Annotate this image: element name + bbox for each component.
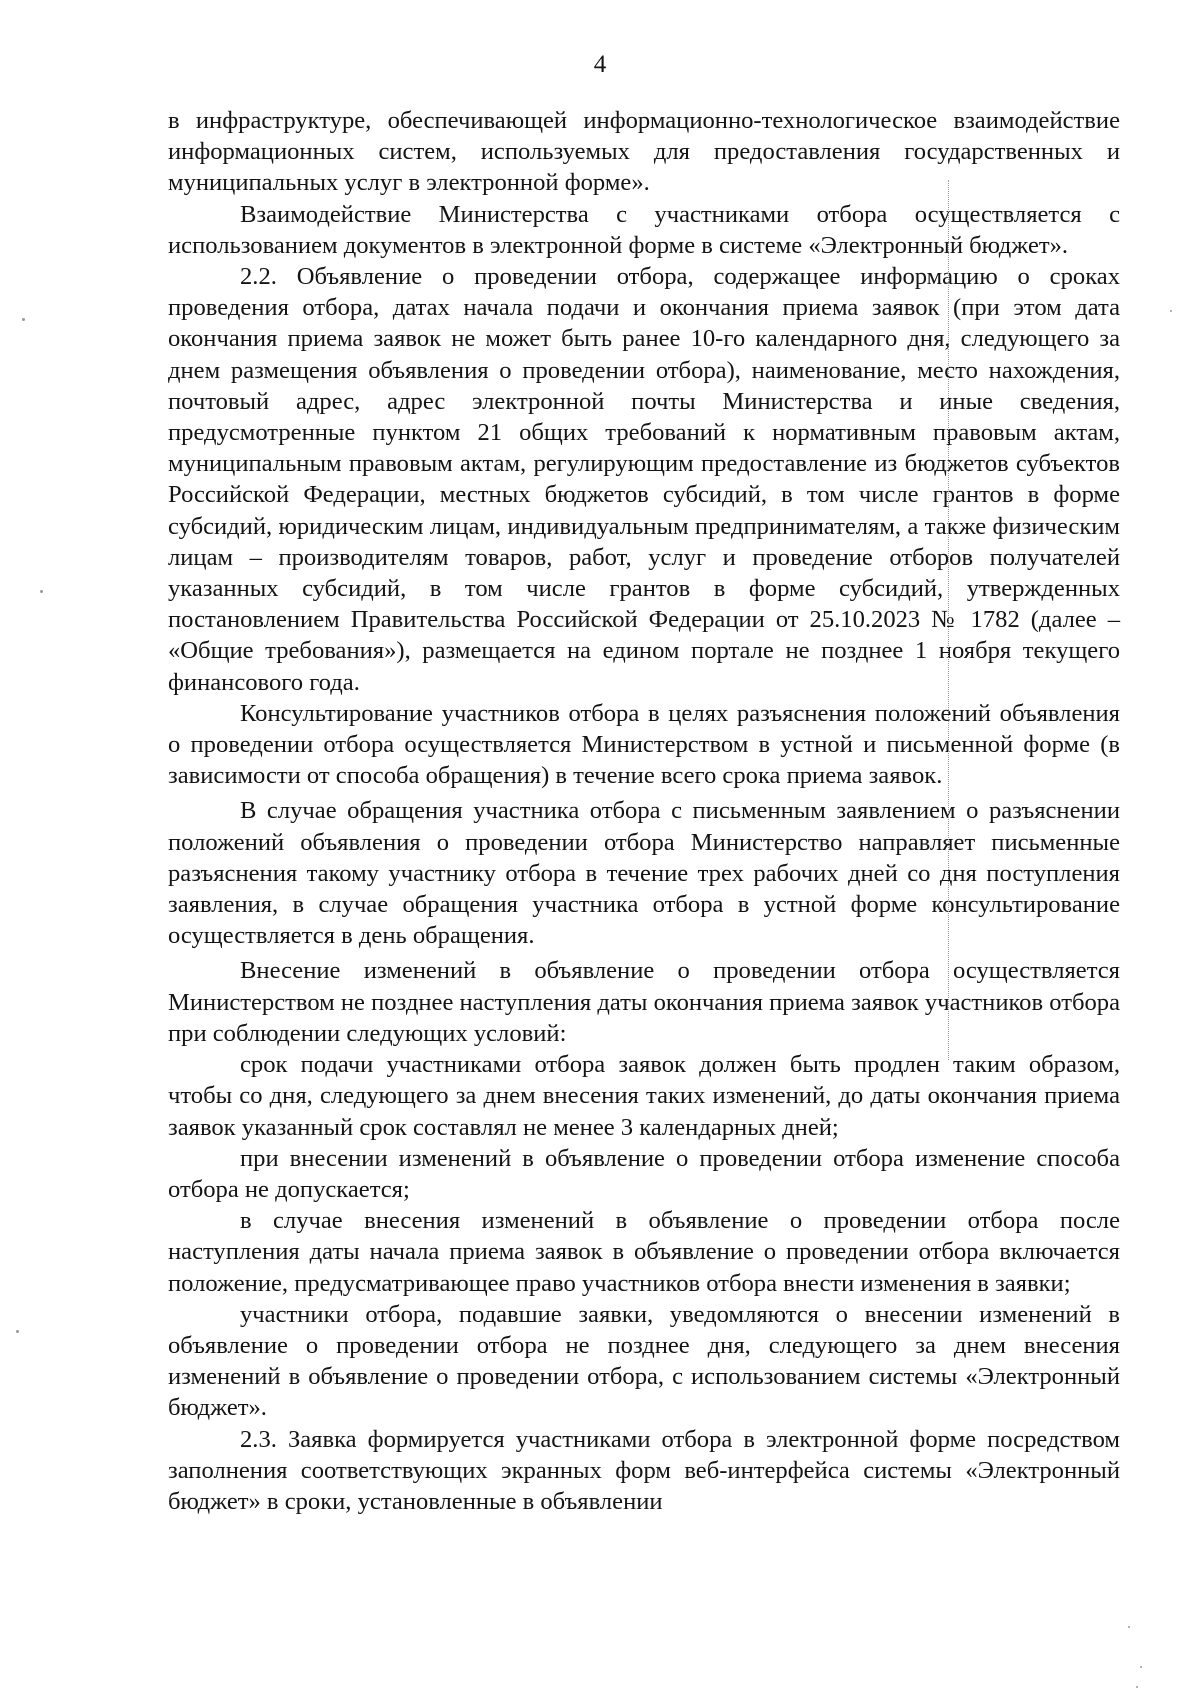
scan-artifact-line bbox=[948, 180, 949, 1060]
page-number: 4 bbox=[593, 51, 607, 78]
paragraph-2-2-announcement: 2.2. Объявление о проведении отбора, содержащее информацию о сроках проведения отбора, датах начала подачи и окончания приема заявок (при этом дата окончания приема заявок не может быть ранее 10-го календарного дня, следующего за днем размещения объявления о проведении отбора), наименование, место нахождения, почтовый адрес, адрес электронной почты Министерства и иные сведения, предусмотренные пунктом 21 общих требований к нормативным правовым актам, муниципальным правовым актам, регулирующим предоставление из бюджетов субъектов Российской Федерации, местных бюджетов субсидий, в том числе грантов в форме субсидий, юридическим лицам, индивидуальным предпринимателям, а также физическим лицам – производителям товаров, работ, услуг и проведение отборов получателей указанных субсидий, в том числе грантов в форме субсидий, утвержденных постановлением Правительства Российской Федерации от 25.10.2023 № 1782 (далее – «Общие требования»), размещается на едином портале не позднее 1 ноября текущего финансового года. bbox=[168, 263, 1120, 696]
paragraph-2-3-application: 2.3. Заявка формируется участниками отбора в электронной форме посредством заполнения соответствующих экранных форм веб-интерфейса системы «Электронный бюджет» в сроки, установленные в объявлении bbox=[168, 1425, 1120, 1515]
paragraph-condition-changes: в случае внесения изменений в объявление о проведении отбора после наступления даты начала приема заявок в объявление о проведении отбора включается положение, предусматривающее право участников отбора внести изменения в заявки; bbox=[168, 1207, 1120, 1297]
scan-artifact-dot bbox=[1128, 1626, 1130, 1628]
paragraph-amendments: Внесение изменений в объявление о проведении отбора осуществляется Министерством не позднее наступления даты окончания приема заявок участников отбора при соблюдении следующих условий: bbox=[168, 957, 1120, 1047]
scan-artifact-dot bbox=[22, 318, 25, 321]
scan-artifact-dot bbox=[1170, 310, 1172, 312]
paragraph-condition-method: при внесении изменений в объявление о проведении отбора изменение способа отбора не допускается; bbox=[168, 1144, 1120, 1203]
scan-artifact-dot bbox=[1140, 1666, 1142, 1668]
scan-artifact-dot bbox=[1136, 1686, 1138, 1688]
paragraph-condition-deadline: срок подачи участниками отбора заявок должен быть продлен таким образом, чтобы со дня, следующего за днем внесения таких изменений, до даты окончания приема заявок указанный срок составлял не менее 3 календарных дней; bbox=[168, 1051, 1120, 1141]
paragraph-consulting: Консультирование участников отбора в целях разъяснения положений объявления о проведении отбора осуществляется Министерством в устной и письменной форме (в зависимости от способа обращения) в течение всего срока приема заявок. bbox=[168, 699, 1120, 790]
scan-artifact-dot bbox=[16, 1330, 19, 1333]
paragraph-continuation: в инфраструктуре, обеспечивающей информационно-технологическое взаимодействие информационных систем, используемых для предоставления государственных и муниципальных услуг в электронной форме». bbox=[168, 107, 1120, 197]
document-body bbox=[168, 105, 1120, 1517]
scan-artifact-dot bbox=[40, 590, 43, 593]
paragraph-electronic-interaction: Взаимодействие Министерства с участниками отбора осуществляется с использованием документов в электронной форме в системе «Электронный бюджет». bbox=[168, 200, 1120, 259]
paragraph-notification: участники отбора, подавшие заявки, уведомляются о внесении изменений в объявление о проведении отбора не позднее дня, следующего за днем внесения изменений в объявление о проведении отбора, с использованием системы «Электронный бюджет». bbox=[168, 1300, 1120, 1422]
paragraph-written-request: В случае обращения участника отбора с письменным заявлением о разъяснении положений объявления о проведении отбора Министерство направляет письменные разъяснения такому участнику отбора в течение трех рабочих дней со дня поступления заявления, в случае обращения участника отбора в устной форме консультирование осуществляется в день обращения. bbox=[168, 797, 1120, 950]
